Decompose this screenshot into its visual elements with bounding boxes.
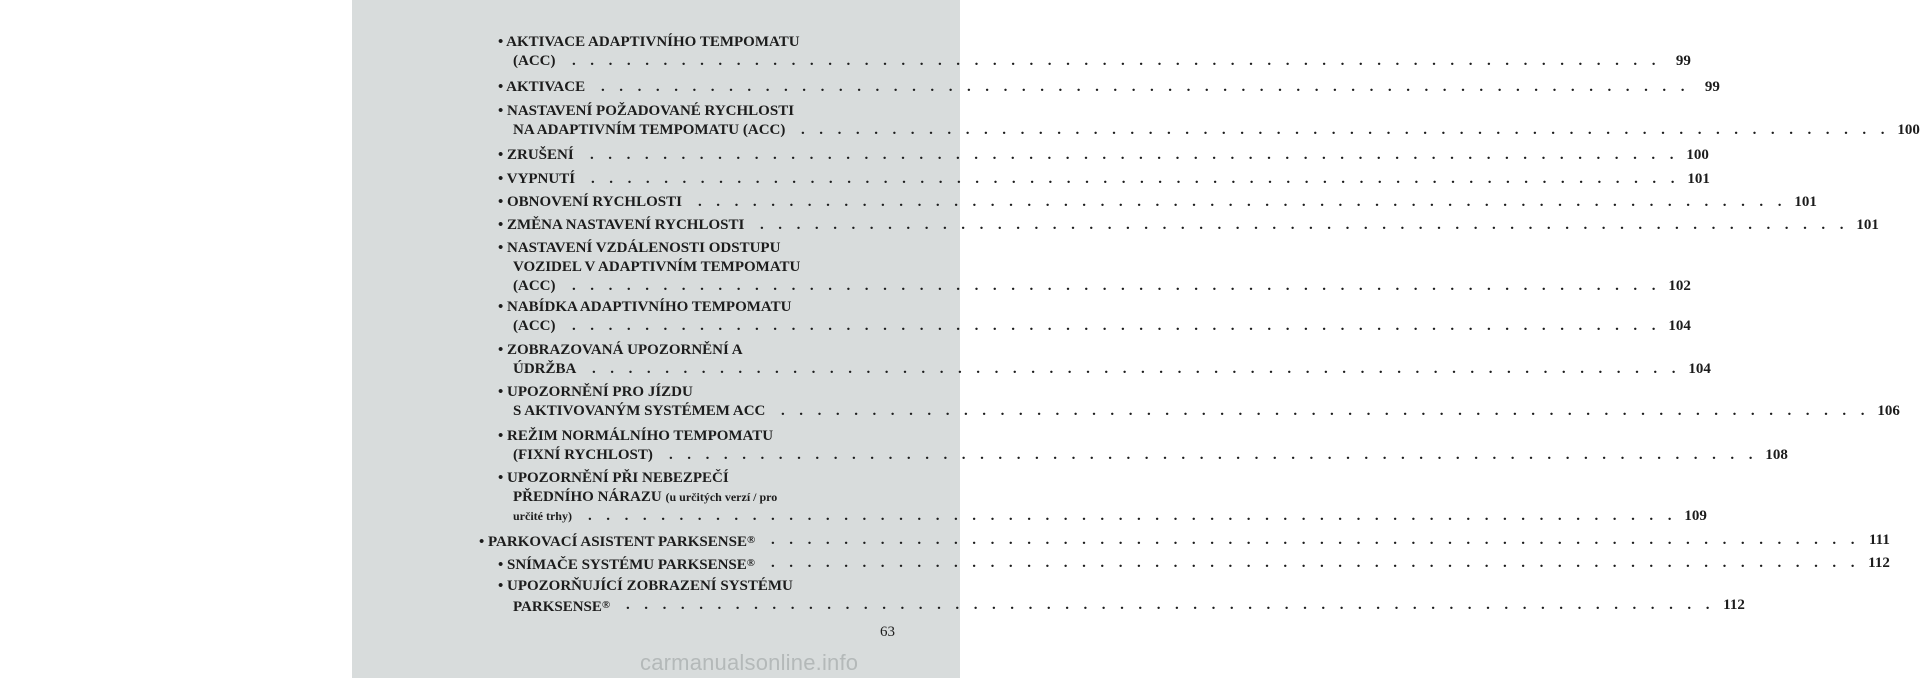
leader-dots: . . . . . . . . . . . . . . . . . . . . . . . . . . . . . . . . . . . . . . . . . . . . . . . . . . . . . . . . . . . . [626, 597, 1715, 613]
toc-page-number: 106 [1877, 403, 1900, 419]
toc-page-number: 100 [1686, 147, 1709, 163]
toc-page-number: 100 [1897, 122, 1920, 138]
toc-entry-title: PŘEDNÍHO NÁRAZU (u určitých verzí / pro [513, 489, 778, 505]
toc-page-number: 101 [1687, 171, 1710, 187]
registered-mark: ® [746, 534, 756, 546]
toc-entry-title: • SNÍMAČE SYSTÉMU PARKSENSE® [498, 557, 755, 573]
toc-leader [659, 446, 1788, 465]
toc-line [352, 193, 1817, 212]
toc-line [352, 507, 1707, 526]
toc-line [352, 170, 1710, 189]
toc-entry-title: ÚDRŽBA [513, 361, 577, 377]
toc-entry-title: VOZIDEL V ADAPTIVNÍM TEMPOMATU [513, 259, 801, 275]
toc-leader [761, 531, 1890, 550]
toc-page-number: 104 [1668, 318, 1691, 334]
toc-entry-title: • ZRUŠENÍ [498, 147, 574, 163]
toc-entry-title: • NASTAVENÍ POŽADOVANÉ RYCHLOSTI [498, 103, 795, 119]
manual-page [352, 0, 1920, 678]
toc-line [352, 121, 1920, 140]
toc-leader [582, 360, 1711, 379]
toc-entry-title: • UPOZORŇUJÍCÍ ZOBRAZENÍ SYSTÉMU [498, 578, 793, 594]
leader-dots: . . . . . . . . . . . . . . . . . . . . . . . . . . . . . . . . . . . . . . . . . . . . . . . . . . . . . . . . . . . . [588, 508, 1677, 524]
toc-leader [581, 170, 1710, 189]
registered-mark: ® [746, 557, 755, 569]
toc-entry-title: • ZOBRAZOVANÁ UPOZORNĚNÍ A [498, 342, 743, 358]
toc-entry[interactable] [352, 341, 1711, 379]
toc-line [352, 446, 1788, 465]
toc-line [352, 360, 1711, 379]
toc-page-number: 104 [1688, 361, 1711, 377]
toc-entry[interactable] [352, 193, 1817, 212]
toc-page-number: 101 [1856, 217, 1879, 233]
toc-page-number: 109 [1684, 508, 1707, 524]
toc-page-number: 112 [1868, 555, 1890, 571]
toc-page-number: 101 [1794, 194, 1817, 210]
toc-entry[interactable] [352, 216, 1879, 235]
toc-leader [750, 216, 1879, 235]
toc-leader [616, 596, 1745, 615]
toc-line [352, 102, 900, 121]
toc-leader [562, 277, 1691, 296]
toc-page-number: 102 [1668, 278, 1691, 294]
toc-entry-title: NA ADAPTIVNÍM TEMPOMATU (ACC) [513, 122, 786, 138]
toc-entry[interactable] [352, 531, 1890, 550]
toc-entry[interactable] [352, 239, 1691, 296]
toc-leader [791, 121, 1920, 140]
leader-dots: . . . . . . . . . . . . . . . . . . . . . . . . . . . . . . . . . . . . . . . . . . . . . . . . . . . . . . . . . . . . [771, 555, 1860, 571]
leader-dots: . . . . . . . . . . . . . . . . . . . . . . . . . . . . . . . . . . . . . . . . . . . . . . . . . . . . . . . . . . . . [572, 53, 1661, 69]
registered-mark: ® [601, 599, 611, 611]
toc-entry-title: • PARKOVACÍ ASISTENT PARKSENSE® [479, 534, 756, 550]
toc-entry-title: • ZMĚNA NASTAVENÍ RYCHLOSTI [498, 217, 745, 233]
toc-line [352, 488, 900, 507]
toc-line [352, 216, 1879, 235]
toc-line [352, 427, 900, 446]
toc-note: (u určitých verzí / pro [665, 490, 778, 504]
toc-entry-title: PARKSENSE® [513, 599, 611, 615]
toc-entry-title: • NABÍDKA ADAPTIVNÍHO TEMPOMATU [498, 299, 792, 315]
toc-entry-title: • UPOZORNĚNÍ PŘI NEBEZPEČÍ [498, 470, 729, 486]
toc-entry[interactable] [352, 577, 1745, 615]
toc-entry-title: • AKTIVACE [498, 79, 586, 95]
toc-line [352, 383, 900, 402]
toc-entry[interactable] [352, 383, 1900, 421]
leader-dots: . . . . . . . . . . . . . . . . . . . . . . . . . . . . . . . . . . . . . . . . . . . . . . . . . . . . . . . . . . . . [572, 318, 1661, 334]
toc-entry[interactable] [352, 554, 1890, 573]
toc-page-number: 99 [1675, 53, 1691, 69]
leader-dots: . . . . . . . . . . . . . . . . . . . . . . . . . . . . . . . . . . . . . . . . . . . . . . . . . . . . . . . . . . . . [698, 194, 1787, 210]
leader-dots: . . . . . . . . . . . . . . . . . . . . . . . . . . . . . . . . . . . . . . . . . . . . . . . . . . . . . . . . . . . . [771, 532, 1860, 548]
toc-leader [761, 554, 1890, 573]
toc-entry-title: • NASTAVENÍ VZDÁLENOSTI ODSTUPU [498, 240, 781, 256]
toc-page-number: 108 [1765, 447, 1788, 463]
leader-dots: . . . . . . . . . . . . . . . . . . . . . . . . . . . . . . . . . . . . . . . . . . . . . . . . . . . . . . . . . . . . [801, 122, 1890, 138]
toc-line [352, 33, 900, 52]
toc-entry-title: (ACC) [513, 318, 556, 334]
toc-entry-title: určité trhy) [513, 509, 572, 523]
toc-line [352, 469, 900, 488]
toc-leader [580, 146, 1709, 165]
toc-line [352, 341, 900, 360]
toc-leader [578, 507, 1707, 526]
toc-entry-title: • AKTIVACE ADAPTIVNÍHO TEMPOMATU [498, 34, 800, 50]
toc-leader [562, 52, 1691, 71]
toc-page-number: 112 [1723, 597, 1745, 613]
toc-line [352, 298, 900, 317]
toc-entry[interactable] [352, 78, 1720, 97]
toc-entry[interactable] [352, 469, 1707, 526]
leader-dots: . . . . . . . . . . . . . . . . . . . . . . . . . . . . . . . . . . . . . . . . . . . . . . . . . . . . . . . . . . . . [760, 217, 1849, 233]
toc-entry-title: (ACC) [513, 278, 556, 294]
toc-line [352, 239, 900, 258]
toc-entry[interactable] [352, 298, 1691, 336]
leader-dots: . . . . . . . . . . . . . . . . . . . . . . . . . . . . . . . . . . . . . . . . . . . . . . . . . . . . . . . . . . . . [781, 403, 1870, 419]
toc-line [352, 596, 1745, 615]
toc-entry[interactable] [352, 146, 1709, 165]
toc-line [352, 554, 1890, 573]
toc-entry-title: • OBNOVENÍ RYCHLOSTI [498, 194, 682, 210]
toc-entry[interactable] [352, 102, 1920, 140]
leader-dots: . . . . . . . . . . . . . . . . . . . . . . . . . . . . . . . . . . . . . . . . . . . . . . . . . . . . . . . . . . . . [591, 171, 1680, 187]
toc-line [352, 146, 1709, 165]
leader-dots: . . . . . . . . . . . . . . . . . . . . . . . . . . . . . . . . . . . . . . . . . . . . . . . . . . . . . . . . . . . . [590, 147, 1679, 163]
toc-leader [591, 78, 1720, 97]
leader-dots: . . . . . . . . . . . . . . . . . . . . . . . . . . . . . . . . . . . . . . . . . . . . . . . . . . . . . . . . . . . . [669, 447, 1758, 463]
toc-entry[interactable] [352, 427, 1788, 465]
toc-entry-title: (ACC) [513, 53, 556, 69]
toc-leader [562, 317, 1691, 336]
toc-line [352, 531, 1890, 550]
toc-entry-title: S AKTIVOVANÝM SYSTÉMEM ACC [513, 403, 766, 419]
toc-line [352, 258, 900, 277]
toc-line [352, 402, 1900, 421]
toc-page-number: 99 [1704, 79, 1720, 95]
leader-dots: . . . . . . . . . . . . . . . . . . . . . . . . . . . . . . . . . . . . . . . . . . . . . . . . . . . . . . . . . . . . [601, 79, 1690, 95]
toc-leader [688, 193, 1817, 212]
toc-leader [771, 402, 1900, 421]
toc-entry-title: • VYPNUTÍ [498, 171, 576, 187]
toc-line [352, 277, 1691, 296]
leader-dots: . . . . . . . . . . . . . . . . . . . . . . . . . . . . . . . . . . . . . . . . . . . . . . . . . . . . . . . . . . . . [572, 278, 1661, 294]
toc-entry[interactable] [352, 170, 1710, 189]
leader-dots: . . . . . . . . . . . . . . . . . . . . . . . . . . . . . . . . . . . . . . . . . . . . . . . . . . . . . . . . . . . . [592, 361, 1681, 377]
toc-entry[interactable] [352, 33, 1691, 71]
watermark: carmanualsonline.info [640, 650, 859, 675]
toc-entry-title: (FIXNÍ RYCHLOST) [513, 447, 653, 463]
toc-line [352, 577, 900, 596]
toc-entry-title: • UPOZORNĚNÍ PRO JÍZDU [498, 384, 693, 400]
toc-page-number: 111 [1869, 532, 1890, 548]
toc-line [352, 317, 1691, 336]
toc-line [352, 52, 1691, 71]
toc-entry-title: • REŽIM NORMÁLNÍHO TEMPOMATU [498, 428, 774, 444]
toc-line [352, 78, 1720, 97]
page-number: 63 [880, 624, 895, 640]
